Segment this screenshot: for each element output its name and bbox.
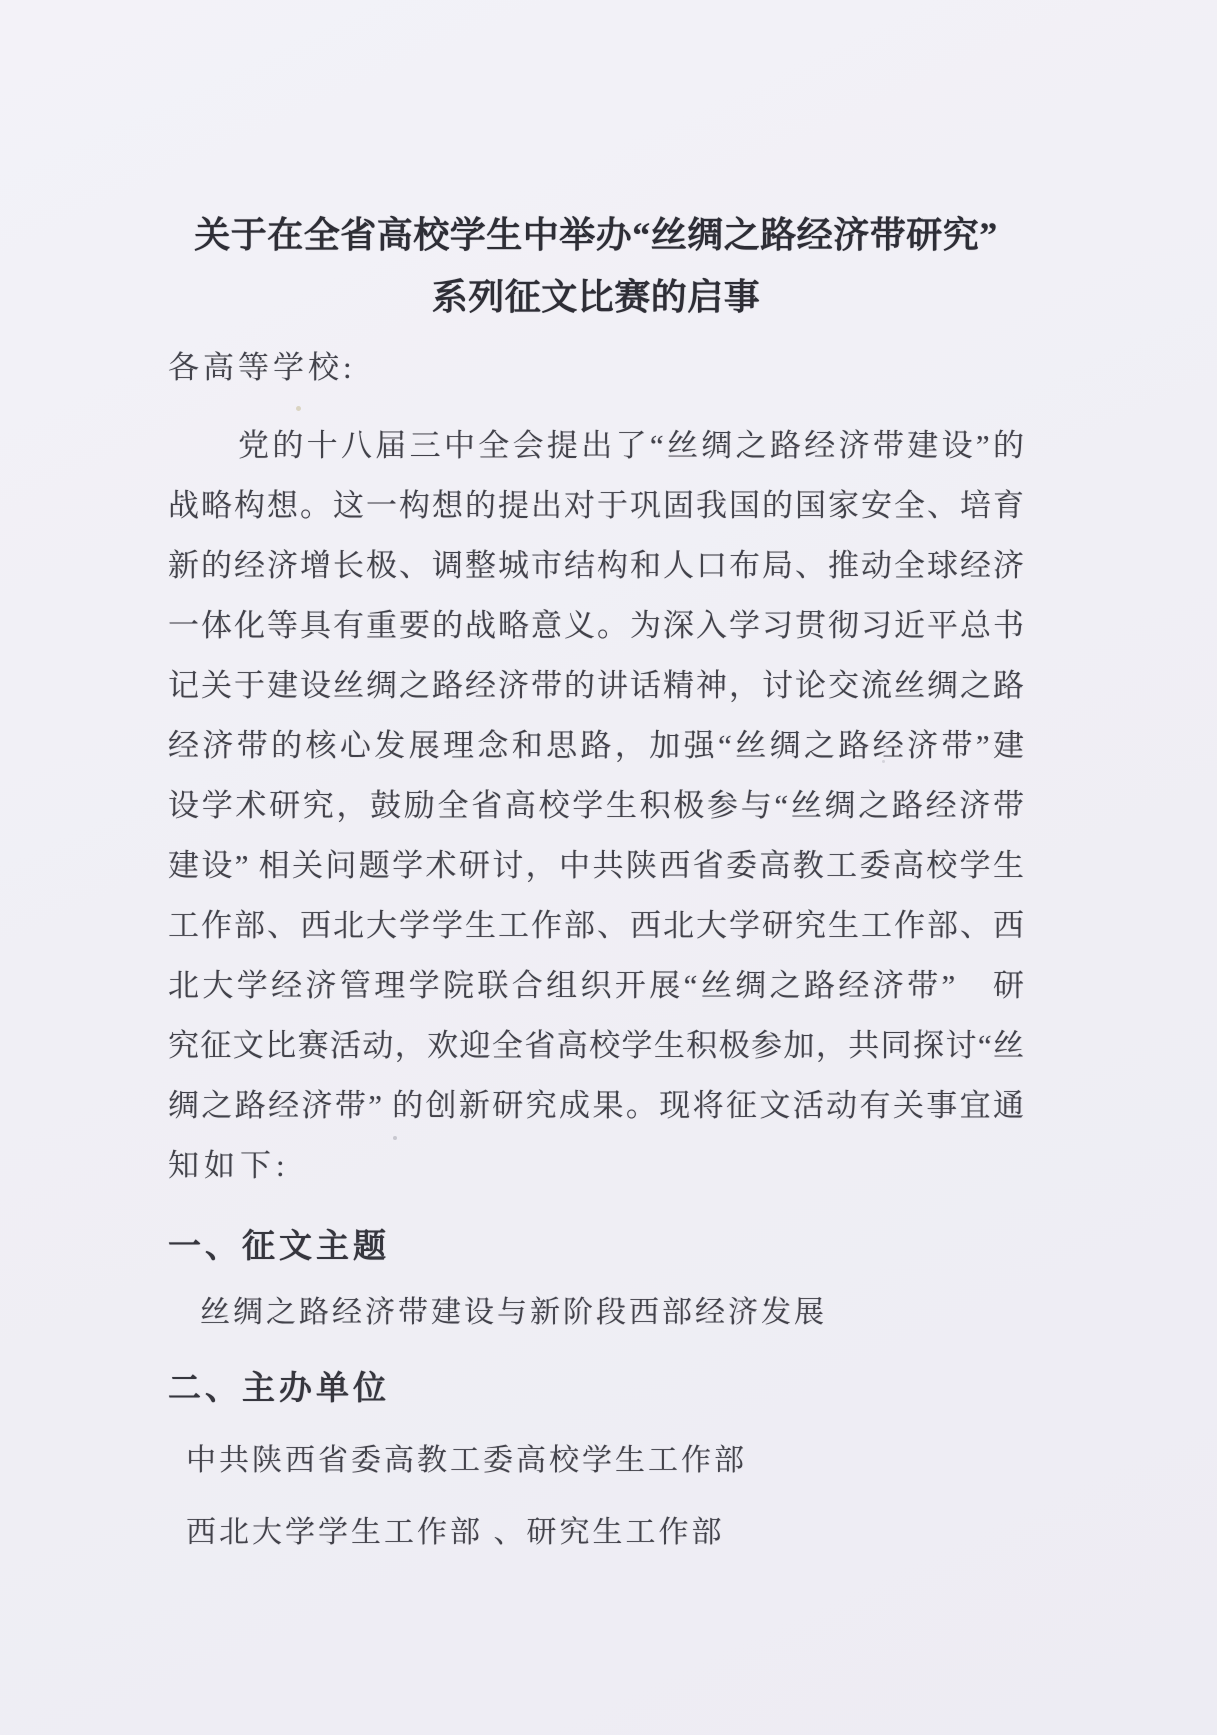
paragraph-line: 究征文比赛活动，欢迎全省高校学生积极参加，共同探讨“丝 bbox=[168, 1028, 1024, 1063]
paragraph-line: 工作部、西北大学学生工作部、西北大学研究生工作部、西 bbox=[168, 908, 1024, 943]
paragraph-line: 一体化等具有重要的战略意义。为深入学习贯彻习近平总书 bbox=[168, 608, 1024, 643]
scan-speck bbox=[882, 760, 885, 763]
paragraph-line: 知如下: bbox=[168, 1148, 290, 1183]
document-title bbox=[168, 204, 1024, 328]
organizer-item: 中共陕西省委高教工委高校学生工作部 bbox=[186, 1444, 747, 1477]
scan-speck bbox=[393, 1136, 397, 1140]
paragraph-line: 设学术研究，鼓励全省高校学生积极参与“丝绸之路经济带 bbox=[168, 788, 1024, 823]
organizer-item: 西北大学学生工作部 、研究生工作部 bbox=[186, 1516, 725, 1549]
section-heading-organizers: 二、主办单位 bbox=[168, 1369, 390, 1406]
paragraph-line: 记关于建设丝绸之路经济带的讲话精神，讨论交流丝绸之路 bbox=[168, 668, 1024, 703]
paragraph-line: 经济带的核心发展理念和思路，加强“丝绸之路经济带”建 bbox=[168, 728, 1024, 763]
paragraph-line: 党的十八届三中全会提出了“丝绸之路经济带建设”的 bbox=[238, 428, 1024, 463]
salutation: 各高等学校: bbox=[168, 350, 356, 385]
paragraph-line: 北大学经济管理学院联合组织开展“丝绸之路经济带” 研 bbox=[168, 968, 1024, 1003]
paragraph-line: 战略构想。这一构想的提出对于巩固我国的国家安全、培育 bbox=[168, 488, 1024, 523]
document-title-line-2: 系列征文比赛的启事 bbox=[431, 277, 761, 317]
paragraph-line: 新的经济增长极、调整城市结构和人口布局、推动全球经济 bbox=[168, 548, 1024, 583]
body-paragraph bbox=[168, 416, 1024, 1196]
document-title-line-1: 关于在全省高校学生中举办“丝绸之路经济带研究” bbox=[194, 215, 998, 255]
paragraph-line: 绸之路经济带” 的创新研究成果。现将征文活动有关事宜通 bbox=[168, 1088, 1024, 1123]
section-heading-essay-topic: 一、征文主题 bbox=[168, 1227, 390, 1264]
scan-speck bbox=[296, 406, 301, 411]
paragraph-line: 建设” 相关问题学术研讨，中共陕西省委高教工委高校学生 bbox=[168, 848, 1024, 883]
essay-topic-text: 丝绸之路经济带建设与新阶段西部经济发展 bbox=[200, 1296, 827, 1329]
